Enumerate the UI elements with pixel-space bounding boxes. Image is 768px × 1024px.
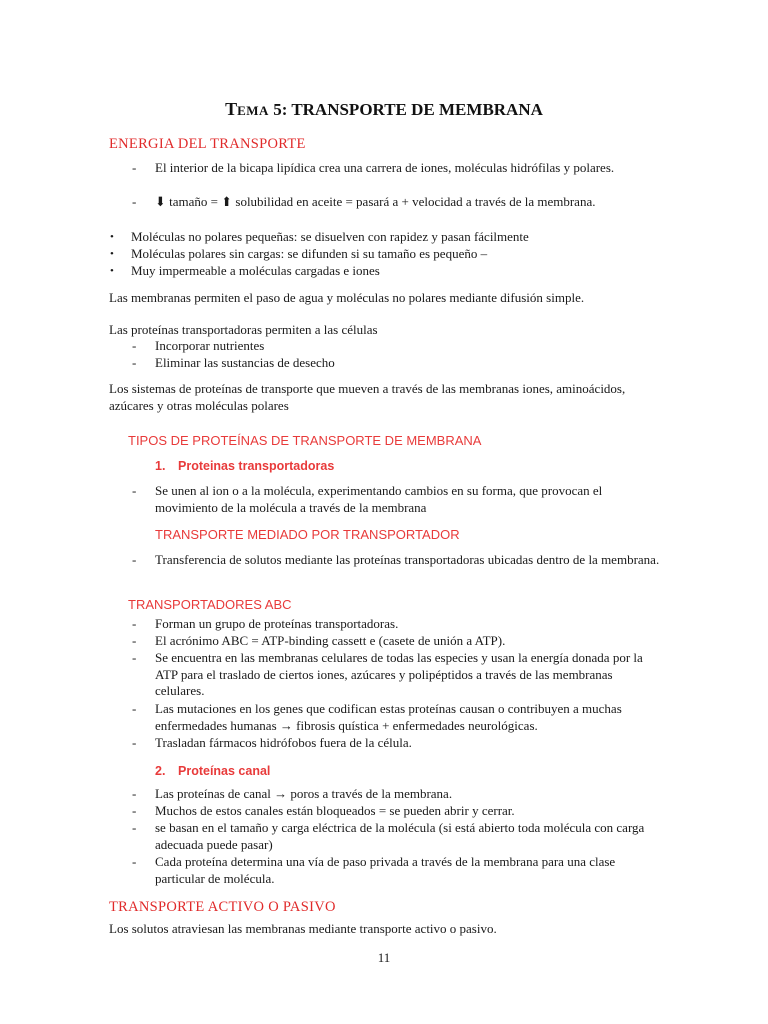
subheading-label: Proteínas canal	[178, 764, 271, 778]
page-title	[0, 101, 768, 120]
list-item-text: El interior de la bicapa lipídica crea una carrera de iones, moléculas hidrófilas y polares.	[155, 160, 615, 175]
bullet-mark: •	[110, 248, 114, 260]
bullet-mark: •	[110, 265, 114, 277]
subheading-number: 1.	[155, 459, 166, 473]
list-item-text: Cada proteína determina una vía de paso privada a través de la membrana para una clase particular de molécula.	[155, 854, 616, 886]
dash-mark: -	[132, 616, 137, 631]
list-item-text: Muchos de estos canales están bloqueados = se pueden abrir y cerrar.	[155, 803, 515, 818]
dash-mark: -	[132, 194, 137, 209]
list-item-text: Forman un grupo de proteínas transportadoras.	[155, 616, 399, 631]
list-item-text: Trasladan fármacos hidrófobos fuera de la célula.	[155, 735, 412, 750]
title-initial: T	[225, 99, 238, 119]
section-heading-tipos: TIPOS DE PROTEÍNAS DE TRANSPORTE DE MEMBRANA	[128, 433, 482, 448]
dash-mark: -	[132, 355, 137, 370]
dash-mark: -	[132, 483, 137, 498]
subheading-mediado: TRANSPORTE MEDIADO POR TRANSPORTADOR	[155, 527, 460, 542]
list-item-text: Incorporar nutrientes	[155, 338, 265, 353]
page-number: 11	[377, 950, 391, 965]
dash-mark: -	[132, 735, 137, 750]
bullet-mark: •	[110, 231, 114, 243]
dash-mark: -	[132, 633, 137, 648]
list-item-text: Las proteínas de canal → poros a través de la membrana.	[155, 786, 453, 801]
dash-mark: -	[132, 160, 137, 175]
dash-mark: -	[132, 552, 137, 567]
list-item-text: Se unen al ion o a la molécula, experimentando cambios en su forma, que provocan el movimiento de la molécula a través de la membrana	[155, 483, 603, 515]
dash-mark: -	[132, 854, 137, 869]
paragraph: Las proteínas transportadoras permiten a las células	[109, 322, 378, 337]
dash-mark: -	[132, 803, 137, 818]
dash-mark: -	[132, 820, 137, 835]
section-heading-energia: ENERGIA DEL TRANSPORTE	[109, 136, 306, 152]
dash-mark: -	[132, 786, 137, 801]
list-item-text: Muy impermeable a moléculas cargadas e iones	[131, 263, 380, 278]
dash-mark: -	[132, 338, 137, 353]
list-item-text: Las mutaciones en los genes que codifican estas proteínas causan o contribuyen a muchas enfermedades humanas → fibrosis quística + enfermedades neurológicas.	[155, 701, 622, 733]
paragraph: Las membranas permiten el paso de agua y moléculas no polares mediante difusión simple.	[109, 290, 585, 305]
list-item-text: Eliminar las sustancias de desecho	[155, 355, 335, 370]
list-item-text: Transferencia de solutos mediante las proteínas transportadoras ubicadas dentro de la membrana.	[155, 552, 660, 567]
subheading-number: 2.	[155, 764, 166, 778]
paragraph: Los solutos atraviesan las membranas mediante transporte activo o pasivo.	[109, 921, 497, 936]
list-item-text: Se encuentra en las membranas celulares de todas las especies y usan la energía donada por la ATP para el traslado de ciertos iones, azúcares y polipéptidos a través de las membranas celulares.	[155, 650, 643, 698]
dash-mark: -	[132, 650, 137, 665]
list-item-text: se basan en el tamaño y carga eléctrica de la molécula (si está abierto toda molécula con carga adecuada puede pasar)	[155, 820, 645, 852]
title-number: 5:	[273, 100, 288, 119]
title-tema: EMA	[237, 103, 269, 118]
subheading-abc: TRANSPORTADORES ABC	[128, 597, 292, 612]
list-item-text: Moléculas polares sin cargas: se difunden si su tamaño es pequeño –	[131, 246, 488, 261]
section-heading-activo: TRANSPORTE ACTIVO O PASIVO	[109, 899, 336, 915]
list-item-text: El acrónimo ABC = ATP-binding cassett e (casete de unión a ATP).	[155, 633, 506, 648]
paragraph: Los sistemas de proteínas de transporte que mueven a través de las membranas iones, aminoácidos, azúcares y otras moléculas polares	[109, 381, 626, 413]
subheading-label: Proteinas transportadoras	[178, 459, 335, 473]
title-main: TRANSPORTE DE MEMBRANA	[291, 100, 543, 119]
dash-mark: -	[132, 701, 137, 716]
list-item-text: ⬇ tamaño = ⬆ solubilidad en aceite = pasará a + velocidad a través de la membrana.	[155, 194, 596, 209]
list-item-text: Moléculas no polares pequeñas: se disuelven con rapidez y pasan fácilmente	[131, 229, 529, 244]
